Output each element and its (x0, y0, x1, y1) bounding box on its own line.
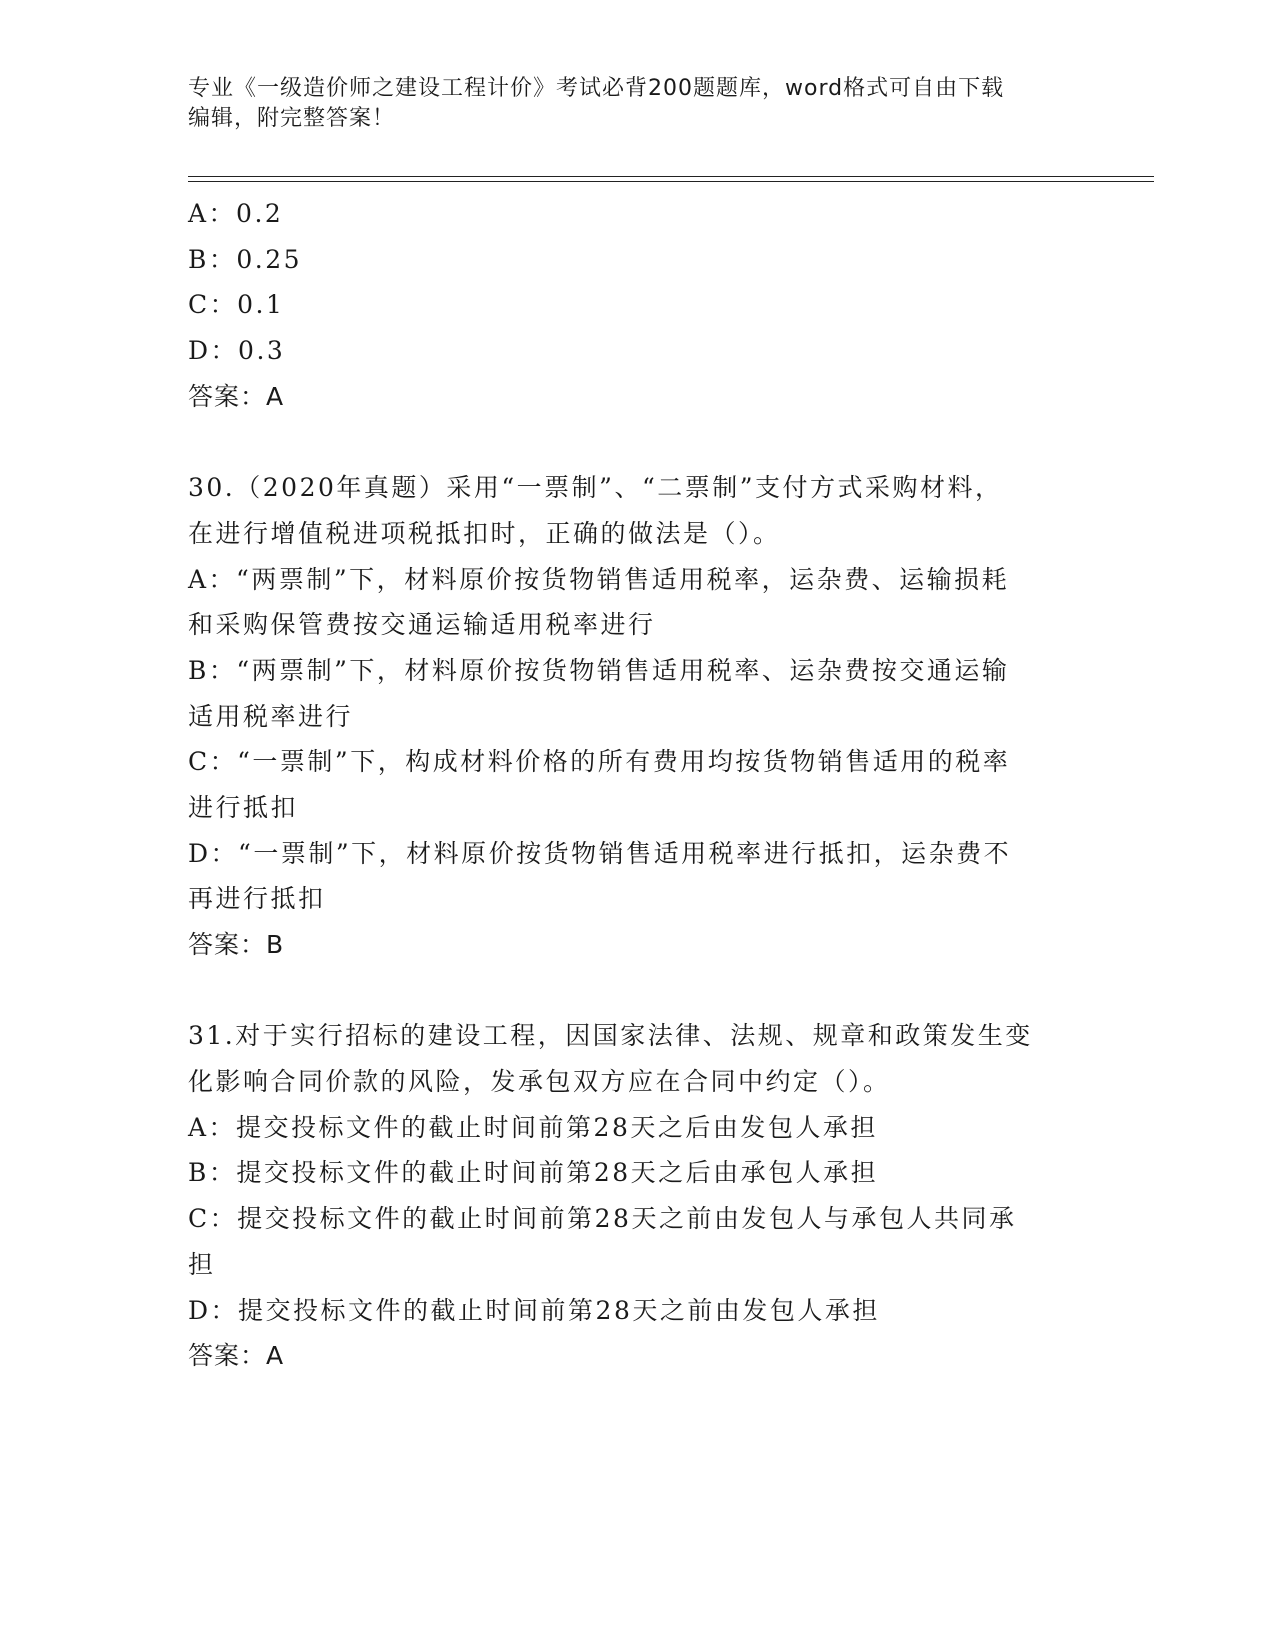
header-line-2: 编辑，附完整答案！ (188, 106, 396, 131)
document-header (188, 74, 1068, 134)
question-31-stem-line-1: 31.对于实行招标的建设工程，因国家法律、法规、规章和政策发生变 (188, 1021, 1033, 1051)
question-30-block (188, 465, 1088, 968)
option-c-line-2: 进行抵扣 (188, 792, 299, 822)
option-c-line-2: 担 (188, 1249, 216, 1279)
option-a: A：0.2 (188, 199, 284, 228)
document-body (188, 191, 1088, 1379)
option-d-line-2: 再进行抵扣 (188, 884, 326, 914)
option-b: B：提交投标文件的截止时间前第28天之后由承包人承担 (188, 1158, 879, 1188)
option-a-line-2: 和采购保管费按交通运输适用税率进行 (188, 610, 656, 640)
header-line-1: 专业《一级造价师之建设工程计价》考试必背200题题库，word格式可自由下载 (188, 76, 1005, 101)
option-b-line-2: 适用税率进行 (188, 701, 354, 731)
spacer (188, 968, 1088, 1014)
previous-question-block (188, 191, 1088, 419)
header-divider-top (188, 176, 1154, 177)
option-c: C：0.1 (188, 290, 285, 320)
option-c-line-1: C：“一票制”下，构成材料价格的所有费用均按货物销售适用的税率 (188, 747, 1011, 777)
question-30-stem-line-2: 在进行增值税进项税抵扣时，正确的做法是（）。 (188, 518, 781, 548)
question-30-stem-line-1: 30.（2020年真题）采用“一票制”、“二票制”支付方式采购材料， (188, 473, 1003, 503)
answer: 答案：B (188, 930, 285, 959)
option-d-line-1: D：“一票制”下，材料原价按货物销售适用税率进行抵扣，运杂费不 (188, 838, 1012, 868)
spacer (188, 419, 1088, 465)
option-c-line-1: C：提交投标文件的截止时间前第28天之前由发包人与承包人共同承 (188, 1204, 1017, 1234)
answer: 答案：A (188, 381, 285, 411)
header-divider-bottom (188, 181, 1154, 182)
answer: 答案：A (188, 1341, 285, 1371)
question-31-stem-line-2: 化影响合同价款的风险，发承包双方应在合同中约定（）。 (188, 1067, 891, 1097)
option-d: D：0.3 (188, 336, 286, 366)
option-b-line-1: B：“两票制”下，材料原价按货物销售适用税率、运杂费按交通运输 (188, 655, 1010, 685)
option-a: A：提交投标文件的截止时间前第28天之后由发包人承担 (188, 1112, 878, 1142)
option-a-line-1: A：“两票制”下，材料原价按货物销售适用税率，运杂费、运输损耗 (188, 564, 1010, 594)
option-d: D：提交投标文件的截止时间前第28天之前由发包人承担 (188, 1295, 880, 1325)
option-b: B：0.25 (188, 244, 303, 274)
question-31-block (188, 1013, 1088, 1379)
